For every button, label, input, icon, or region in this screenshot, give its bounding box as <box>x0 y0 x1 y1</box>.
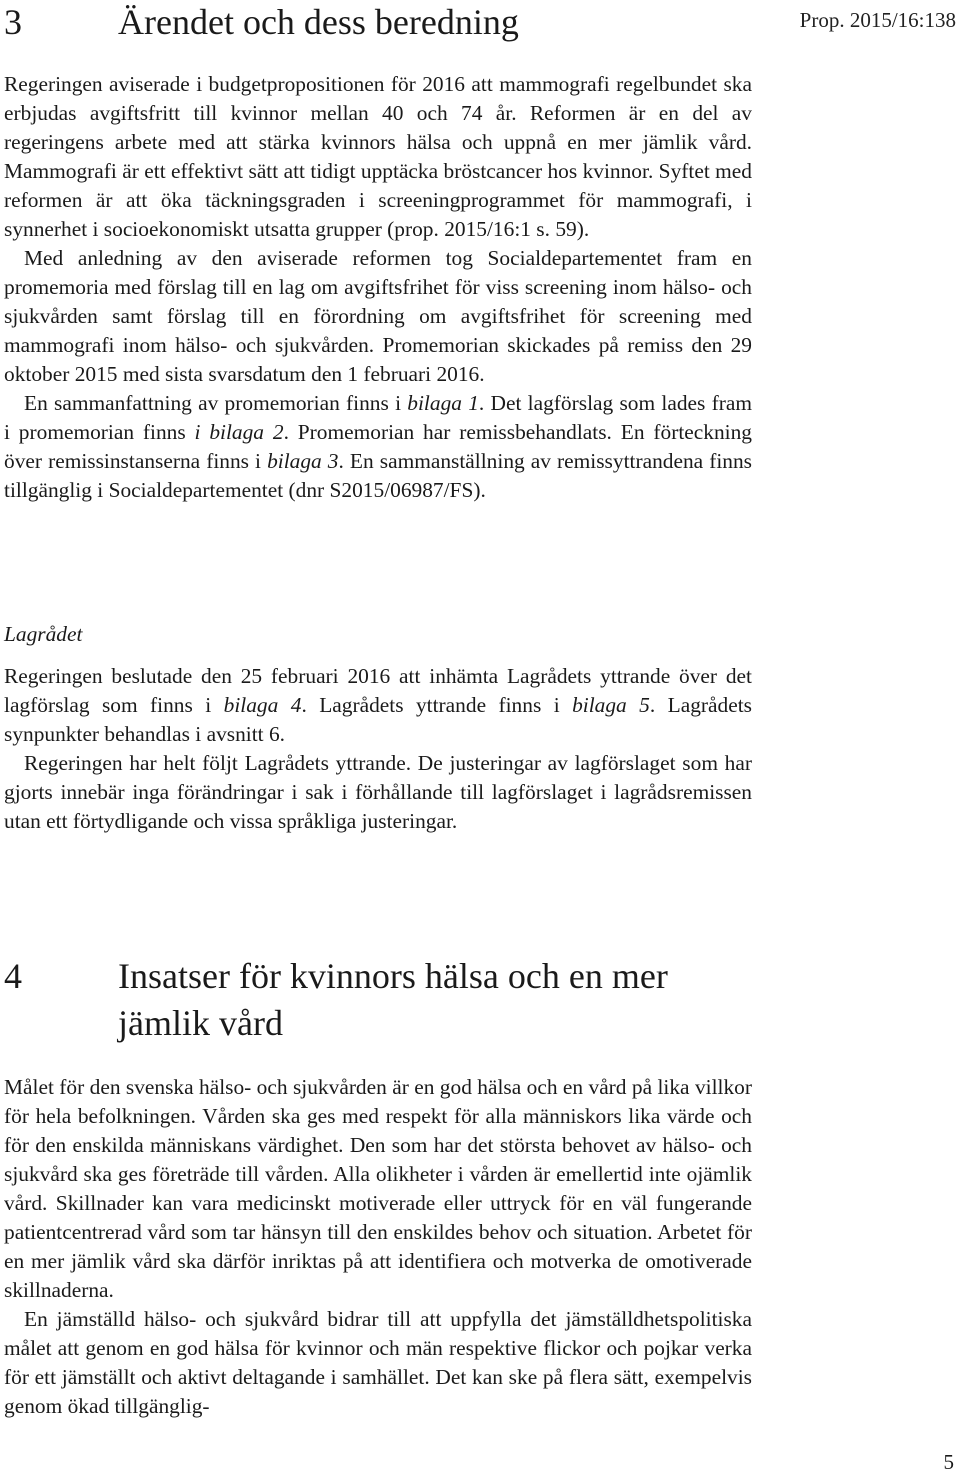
text-run: . Promemorian har remissbehandlats. En förteckning över remissinstanserna finns i <box>4 420 752 473</box>
lagradet-body <box>4 662 752 836</box>
chapter-3-heading <box>4 0 752 46</box>
paragraph <box>4 389 752 505</box>
lagradet-subheading: Lagrådet <box>4 622 83 646</box>
chapter-4-body <box>4 1073 752 1421</box>
appendix-ref: bilaga 5 <box>572 693 650 717</box>
paragraph: Regeringen har helt följt Lagrådets yttrande. De justeringar av lagförslaget som har gjorts innebär inga förändringar i sak i förhållande till lagförslaget i lagrådsremissen utan ett förtydligande och vissa språkliga justeringar. <box>4 751 752 833</box>
text-run: . En sammanställning av remissyttrandena finns tillgänglig i Socialdepartementet (dnr S2015/06987/FS). <box>4 449 753 502</box>
text-run: En sammanfattning av promemorian finns i <box>24 391 408 415</box>
paragraph: Med anledning av den aviserade reformen tog Socialdepartementet fram en promemoria med förslag till en lag om avgiftsfrihet för viss screening inom hälso- och sjukvården samt förslag till en förordning om avgiftsfrihet för screening med mammografi inom hälso- och sjukvården. Promemorian skickades på remiss den 29 oktober 2015 med sista svarsdatum den 1 februari 2016. <box>4 246 752 386</box>
chapter-3-title: Ärendet och dess beredning <box>118 2 519 42</box>
text-run: . Det lagförslag som lades fram i promemorian finns <box>4 391 752 444</box>
chapter-3-body <box>4 70 752 505</box>
appendix-ref: bilaga 1 <box>407 391 479 415</box>
page-number: 5 <box>943 1450 954 1474</box>
appendix-ref: i bilaga 2 <box>194 420 284 444</box>
appendix-ref: bilaga 3 <box>267 449 339 473</box>
text-run: Regeringen beslutade den 25 februari 2016 att inhämta Lagrådets yttrande över det lagförslag som finns i <box>4 664 752 717</box>
chapter-4-title: Insatser för kvinnors hälsa och en mer jämlik vård <box>118 956 668 1043</box>
text-run: . Lagrådets synpunkter behandlas i avsnitt 6. <box>4 693 752 746</box>
chapter-4-number: 4 <box>4 956 22 996</box>
chapter-4-heading <box>4 953 752 1047</box>
proposition-reference: Prop. 2015/16:138 <box>799 8 956 32</box>
appendix-ref: bilaga 4 <box>223 693 302 717</box>
chapter-3-number: 3 <box>4 2 22 42</box>
paragraph: En jämställd hälso- och sjukvård bidrar till att uppfylla det jämställdhetspolitiska målet att genom en god hälsa för kvinnor och män respektive flickor och pojkar verka för ett jämställt och aktivt deltagande i samhället. Det kan ske på flera sätt, exempelvis genom ökad tillgänglig- <box>4 1307 752 1418</box>
paragraph: Regeringen aviserade i budgetpropositionen för 2016 att mammografi regelbundet ska erbjudas avgiftsfritt till kvinnor mellan 40 och 74 år. Reformen är en del av regeringens arbete med att stärka kvinnors hälsa och uppnå en mer jämlik vård. Mammografi är ett effektivt sätt att tidigt upptäcka bröstcancer hos kvinnor. Syftet med reformen är att öka täckningsgraden i screeningprogrammet för mammografi, i synnerhet i socioekonomiskt utsatta grupper (prop. 2015/16:1 s. 59). <box>4 72 752 241</box>
text-run: . Lagrådets yttrande finns i <box>301 693 573 717</box>
paragraph <box>4 662 752 749</box>
paragraph: Målet för den svenska hälso- och sjukvården är en god hälsa och en vård på lika villkor för hela befolkningen. Vården ska ges med respekt för alla människors lika värde och för den enskilda människans värdighet. Den som har det största behovet av hälso- och sjukvård ska ges företräde till vården. Alla olikheter i vården är emellertid inte ojämlik vård. Skillnader kan vara medicinskt motiverade eller uttryck för en väl fungerande patientcentrerad vård som tar hänsyn till den enskildes behov och situation. Arbetet för en mer jämlik vård ska därför inriktas på att identifiera och motverka de omotiverade skillnaderna. <box>4 1075 752 1302</box>
